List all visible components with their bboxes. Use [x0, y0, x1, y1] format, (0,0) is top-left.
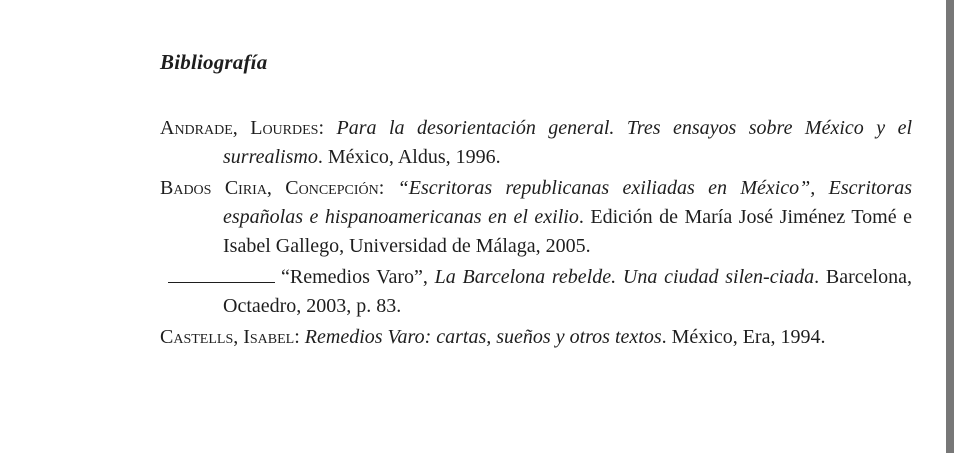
entry-publication: . México, Era, 1994.: [661, 326, 826, 348]
entry-separator: :: [378, 177, 398, 199]
entry-author: Castells, Isabel: [160, 326, 295, 348]
entry-author: Andrade, Lourdes: [160, 117, 319, 139]
entry-separator: :: [294, 326, 305, 348]
entry-title: Para la desorientación general. Tres ensayos sobre México y el surrealismo: [223, 117, 913, 168]
bibliography-entry: [160, 263, 912, 321]
bibliography-entry: [160, 174, 912, 261]
bibliography-list: [160, 114, 912, 354]
bibliography-entry: [160, 323, 912, 352]
repeated-author-dash: [168, 264, 275, 283]
page-edge-border: [946, 0, 954, 453]
entry-publication: . Barcelona, Octaedro, 2003, p. 83.: [223, 266, 912, 317]
entry-chapter: “Remedios Varo”,: [281, 266, 435, 288]
section-heading: Bibliografía: [160, 50, 268, 74]
entry-title: “Escritoras republicanas exiliadas en México”, Escritoras españolas e hispanoamericanas en el exilio: [223, 177, 912, 228]
entry-title: Remedios Varo: cartas, sueños y otros textos: [304, 326, 662, 348]
entry-publication: . México, Aldus, 1996.: [317, 146, 501, 168]
bibliography-entry: [160, 114, 912, 172]
entry-separator: :: [318, 117, 337, 139]
entry-publication: . Edición de María José Jiménez Tomé e Isabel Gallego, Universidad de Málaga, 2005.: [223, 206, 913, 257]
entry-author: Bados Ciria, Concepción: [160, 177, 379, 199]
entry-title: La Barcelona rebelde. Una ciudad silen-ciada: [434, 266, 815, 288]
